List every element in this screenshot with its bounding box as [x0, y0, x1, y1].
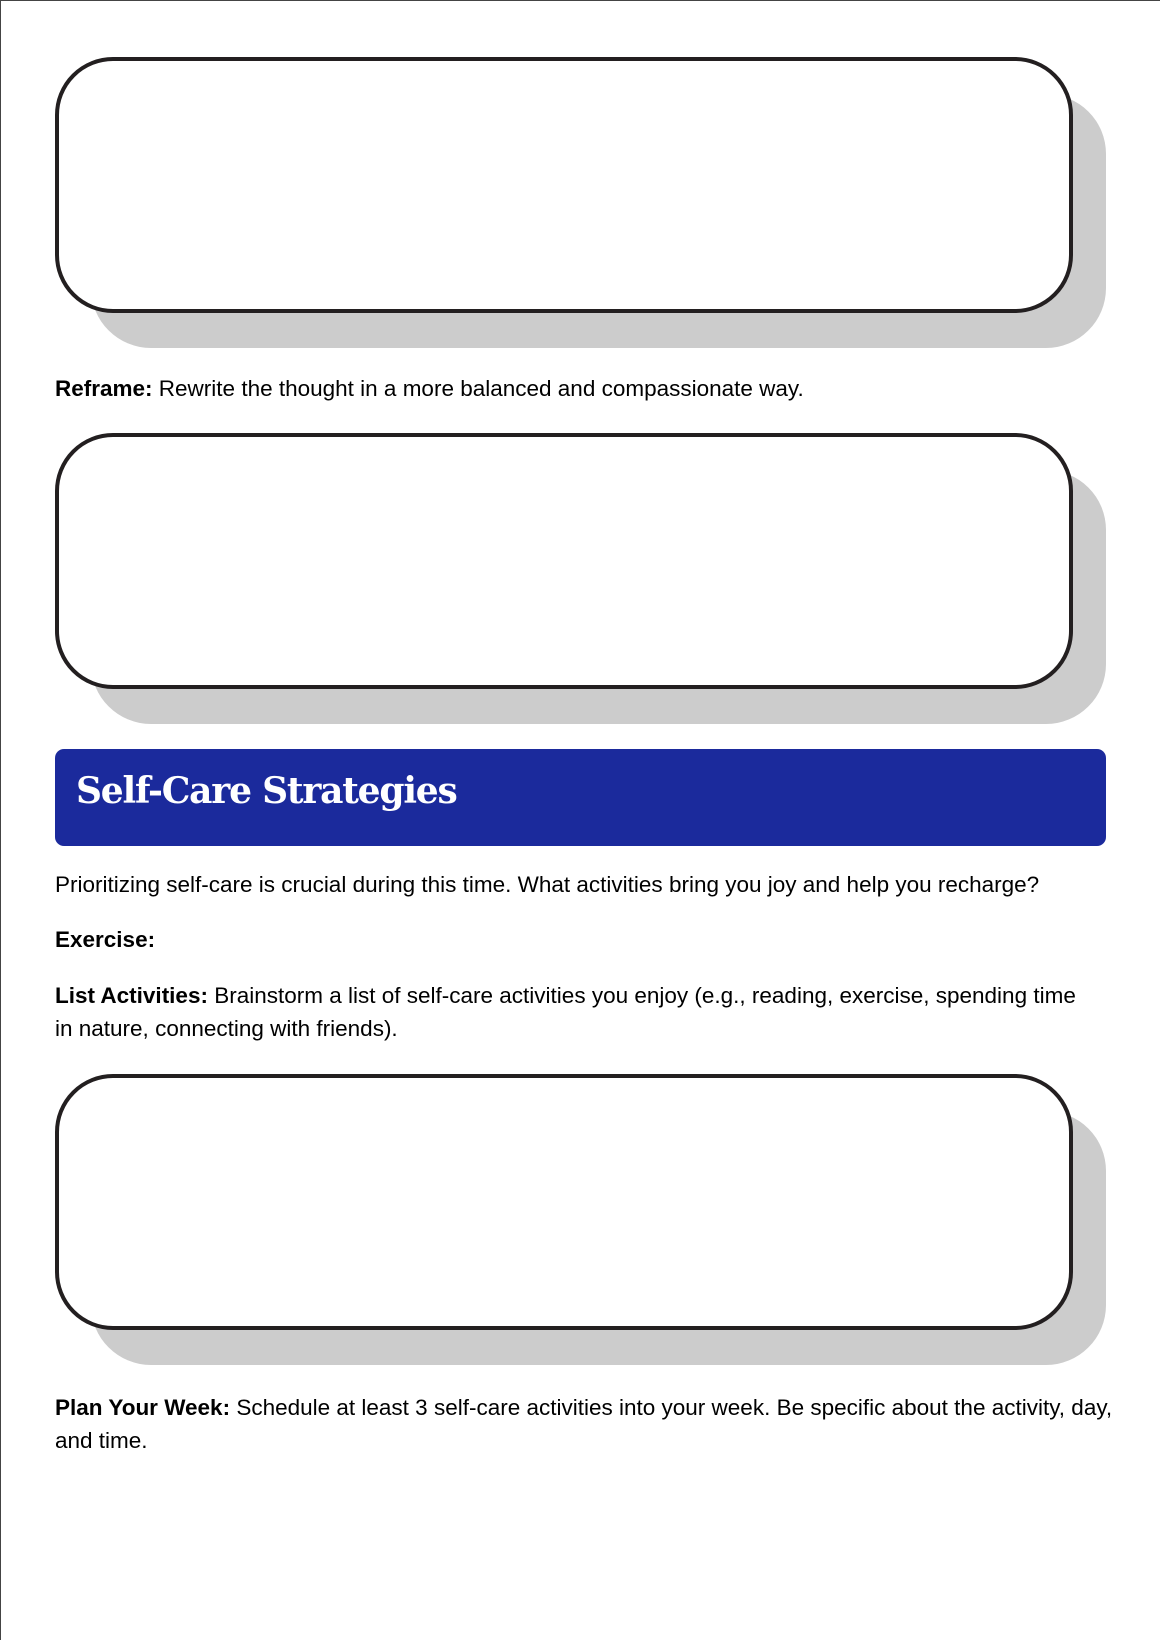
reframe-prompt	[55, 372, 1115, 405]
exercise-heading	[55, 923, 1115, 956]
answer-box-1	[55, 57, 1073, 313]
self-care-intro: Prioritizing self-care is crucial during this time. What activities bring you joy and help you recharge?	[55, 872, 1040, 897]
answer-field-2[interactable]	[55, 433, 1073, 689]
plan-week-prompt	[55, 1391, 1125, 1457]
plan-week-text: Schedule at least 3 self-care activities into your week. Be specific about the activity, day, and time.	[55, 1395, 1113, 1453]
list-activities-label: List Activities:	[55, 983, 208, 1008]
list-activities-prompt	[55, 979, 1085, 1045]
section-header	[55, 749, 1106, 846]
plan-week-label: Plan Your Week:	[55, 1395, 231, 1420]
answer-box-3	[55, 1074, 1073, 1330]
exercise-label: Exercise:	[55, 927, 156, 952]
section-title: Self-Care Strategies	[76, 770, 457, 812]
answer-box-2	[55, 433, 1073, 689]
answer-field-1[interactable]	[55, 57, 1073, 313]
reframe-text: Rewrite the thought in a more balanced and compassionate way.	[152, 376, 804, 401]
list-activities-text: Brainstorm a list of self-care activities you enjoy (e.g., reading, exercise, spending time in nature, connecting with friends).	[55, 983, 1076, 1041]
reframe-label: Reframe:	[55, 376, 153, 401]
answer-field-3[interactable]	[55, 1074, 1073, 1330]
